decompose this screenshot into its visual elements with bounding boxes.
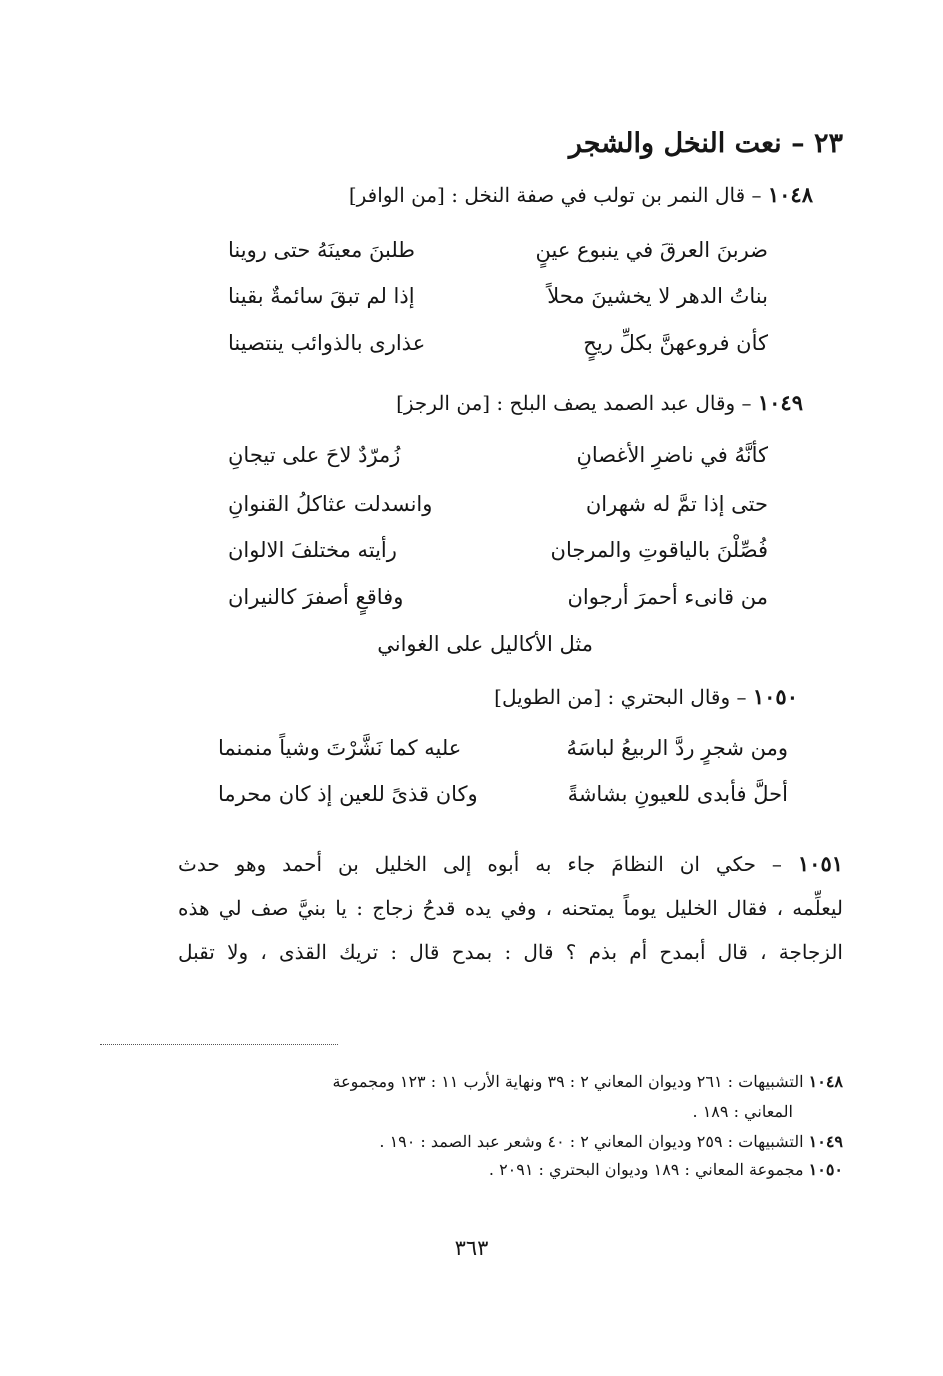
prose-line	[178, 842, 843, 886]
prose-line-text: – حكي ان النظامَ جاء به أبوه إلى الخليل بن أحمد وهو حدث	[178, 852, 782, 876]
footnote-text: مجموعة المعاني : ١٨٩ وديوان البحتري : ٢٠٩١ .	[488, 1160, 804, 1179]
verse-hemistich-second: رأيته مختلفَ الالوان	[228, 538, 397, 562]
page-number: ٣٦٣	[454, 1236, 489, 1260]
verse-hemistich-second: طلبنَ معينَهُ حتى روينا	[228, 238, 416, 262]
prose-paragraph-1051	[178, 842, 843, 974]
entry-number: ١٠٥١	[797, 851, 844, 876]
footnote-1048	[333, 1072, 844, 1091]
verse-line	[228, 585, 768, 621]
verse-hemistich-second: وفاقعٍ أصفرَ كالنيران	[228, 585, 404, 609]
footnote-text: التشبيهات : ٢٥٩ وديوان المعاني ٢ : ٤٠ وشعر عبد الصمد : ١٩٠ .	[379, 1132, 804, 1151]
verse-hemistich-first: فُصِّلْنَ بالياقوتِ والمرجان	[550, 538, 768, 562]
verse-hemistich-first: ضربنَ العرقَ في ينبوع عينٍ	[535, 238, 768, 262]
verse-hemistich-second: زُمرّدٌ لاحَ على تيجانِ	[228, 443, 401, 467]
verse-hemistich-first: أحلَّ فأبدى للعيونِ بشاشةً	[567, 782, 788, 806]
entry-number: ١٠٤٩	[757, 390, 803, 415]
verse-hemistich-first: ومن شجرٍ ردَّ الربيعُ لباسَهُ	[566, 736, 788, 760]
footnote-text: التشبيهات : ٢٦١ وديوان المعاني ٢ : ٣٩ ونهاية الأرب ١١ : ١٢٣ ومجموعة	[332, 1072, 804, 1091]
verse-hemistich-first: كأنَّهُ في ناضرِ الأغصانِ	[576, 443, 768, 467]
verse-single-line: مثل الأكاليل على الغواني	[377, 632, 593, 656]
verse-line	[228, 238, 768, 274]
verse-hemistich-first: من قانىء أحمرَ أرجوان	[567, 585, 768, 609]
entry-heading-1048	[349, 182, 813, 207]
verse-hemistich-first: كأن فروعهنَّ بكلِّ ريحٍ	[583, 331, 768, 355]
chapter-heading: ٢٣ – نعت النخل والشجر	[568, 128, 843, 159]
verse-line	[228, 492, 768, 528]
verse-hemistich-second: عليه كما نَشَّرْتَ وشياً منمنما	[218, 736, 462, 760]
entry-number: ١٠٤٨	[767, 182, 813, 207]
verse-line	[218, 782, 788, 818]
verse-hemistich-second: وكان قذىً للعين إذ كان محرما	[218, 782, 478, 806]
verse-line	[228, 443, 768, 479]
footnote-1050	[489, 1160, 843, 1179]
entry-number: ١٠٥٠	[752, 684, 798, 709]
footnote-number: ١٠٤٩	[808, 1132, 843, 1151]
entry-heading-1050	[494, 684, 798, 709]
verse-line	[228, 538, 768, 574]
footnote-1048-continued: المعاني : ١٨٩ .	[692, 1102, 793, 1121]
verse-line	[228, 284, 768, 320]
verse-hemistich-first: بناتُ الدهر لا يخشينَ محلاً	[547, 284, 768, 308]
verse-hemistich-first: حتى إذا تمَّ له شهران	[585, 492, 768, 516]
entry-text: – وقال عبد الصمد يصف البلح : [من الرجز]	[396, 391, 752, 415]
prose-line: الزجاجة ، قال أبمدح أم بذم ؟ قال : بمدح قال : تريك القذى ، ولا تقبل	[178, 940, 843, 964]
entry-text: – قال النمر بن تولب في صفة النخل : [من الوافر]	[348, 183, 762, 207]
prose-line: ليعلِّمه ، فقال الخليل يوماً يمتحنه ، وفي يده قدحُ زجاج : يا بنيَّ صف لي هذه	[178, 896, 843, 920]
footnote-1049	[379, 1132, 843, 1151]
footnote-number: ١٠٤٨	[808, 1072, 843, 1091]
verse-line	[218, 736, 788, 772]
footnote-separator	[100, 1044, 338, 1045]
footnote-number: ١٠٥٠	[808, 1160, 843, 1179]
verse-line	[228, 331, 768, 367]
verse-hemistich-second: إذا لم تبقَ سائمةٌ بقينا	[228, 284, 415, 308]
verse-hemistich-second: عذارى بالذوائب ينتصينا	[228, 331, 426, 355]
entry-text: – وقال البحتري : [من الطويل]	[494, 685, 747, 709]
verse-hemistich-second: وانسدلت عثاكلُ القنوانِ	[228, 492, 433, 516]
entry-heading-1049	[396, 390, 803, 415]
